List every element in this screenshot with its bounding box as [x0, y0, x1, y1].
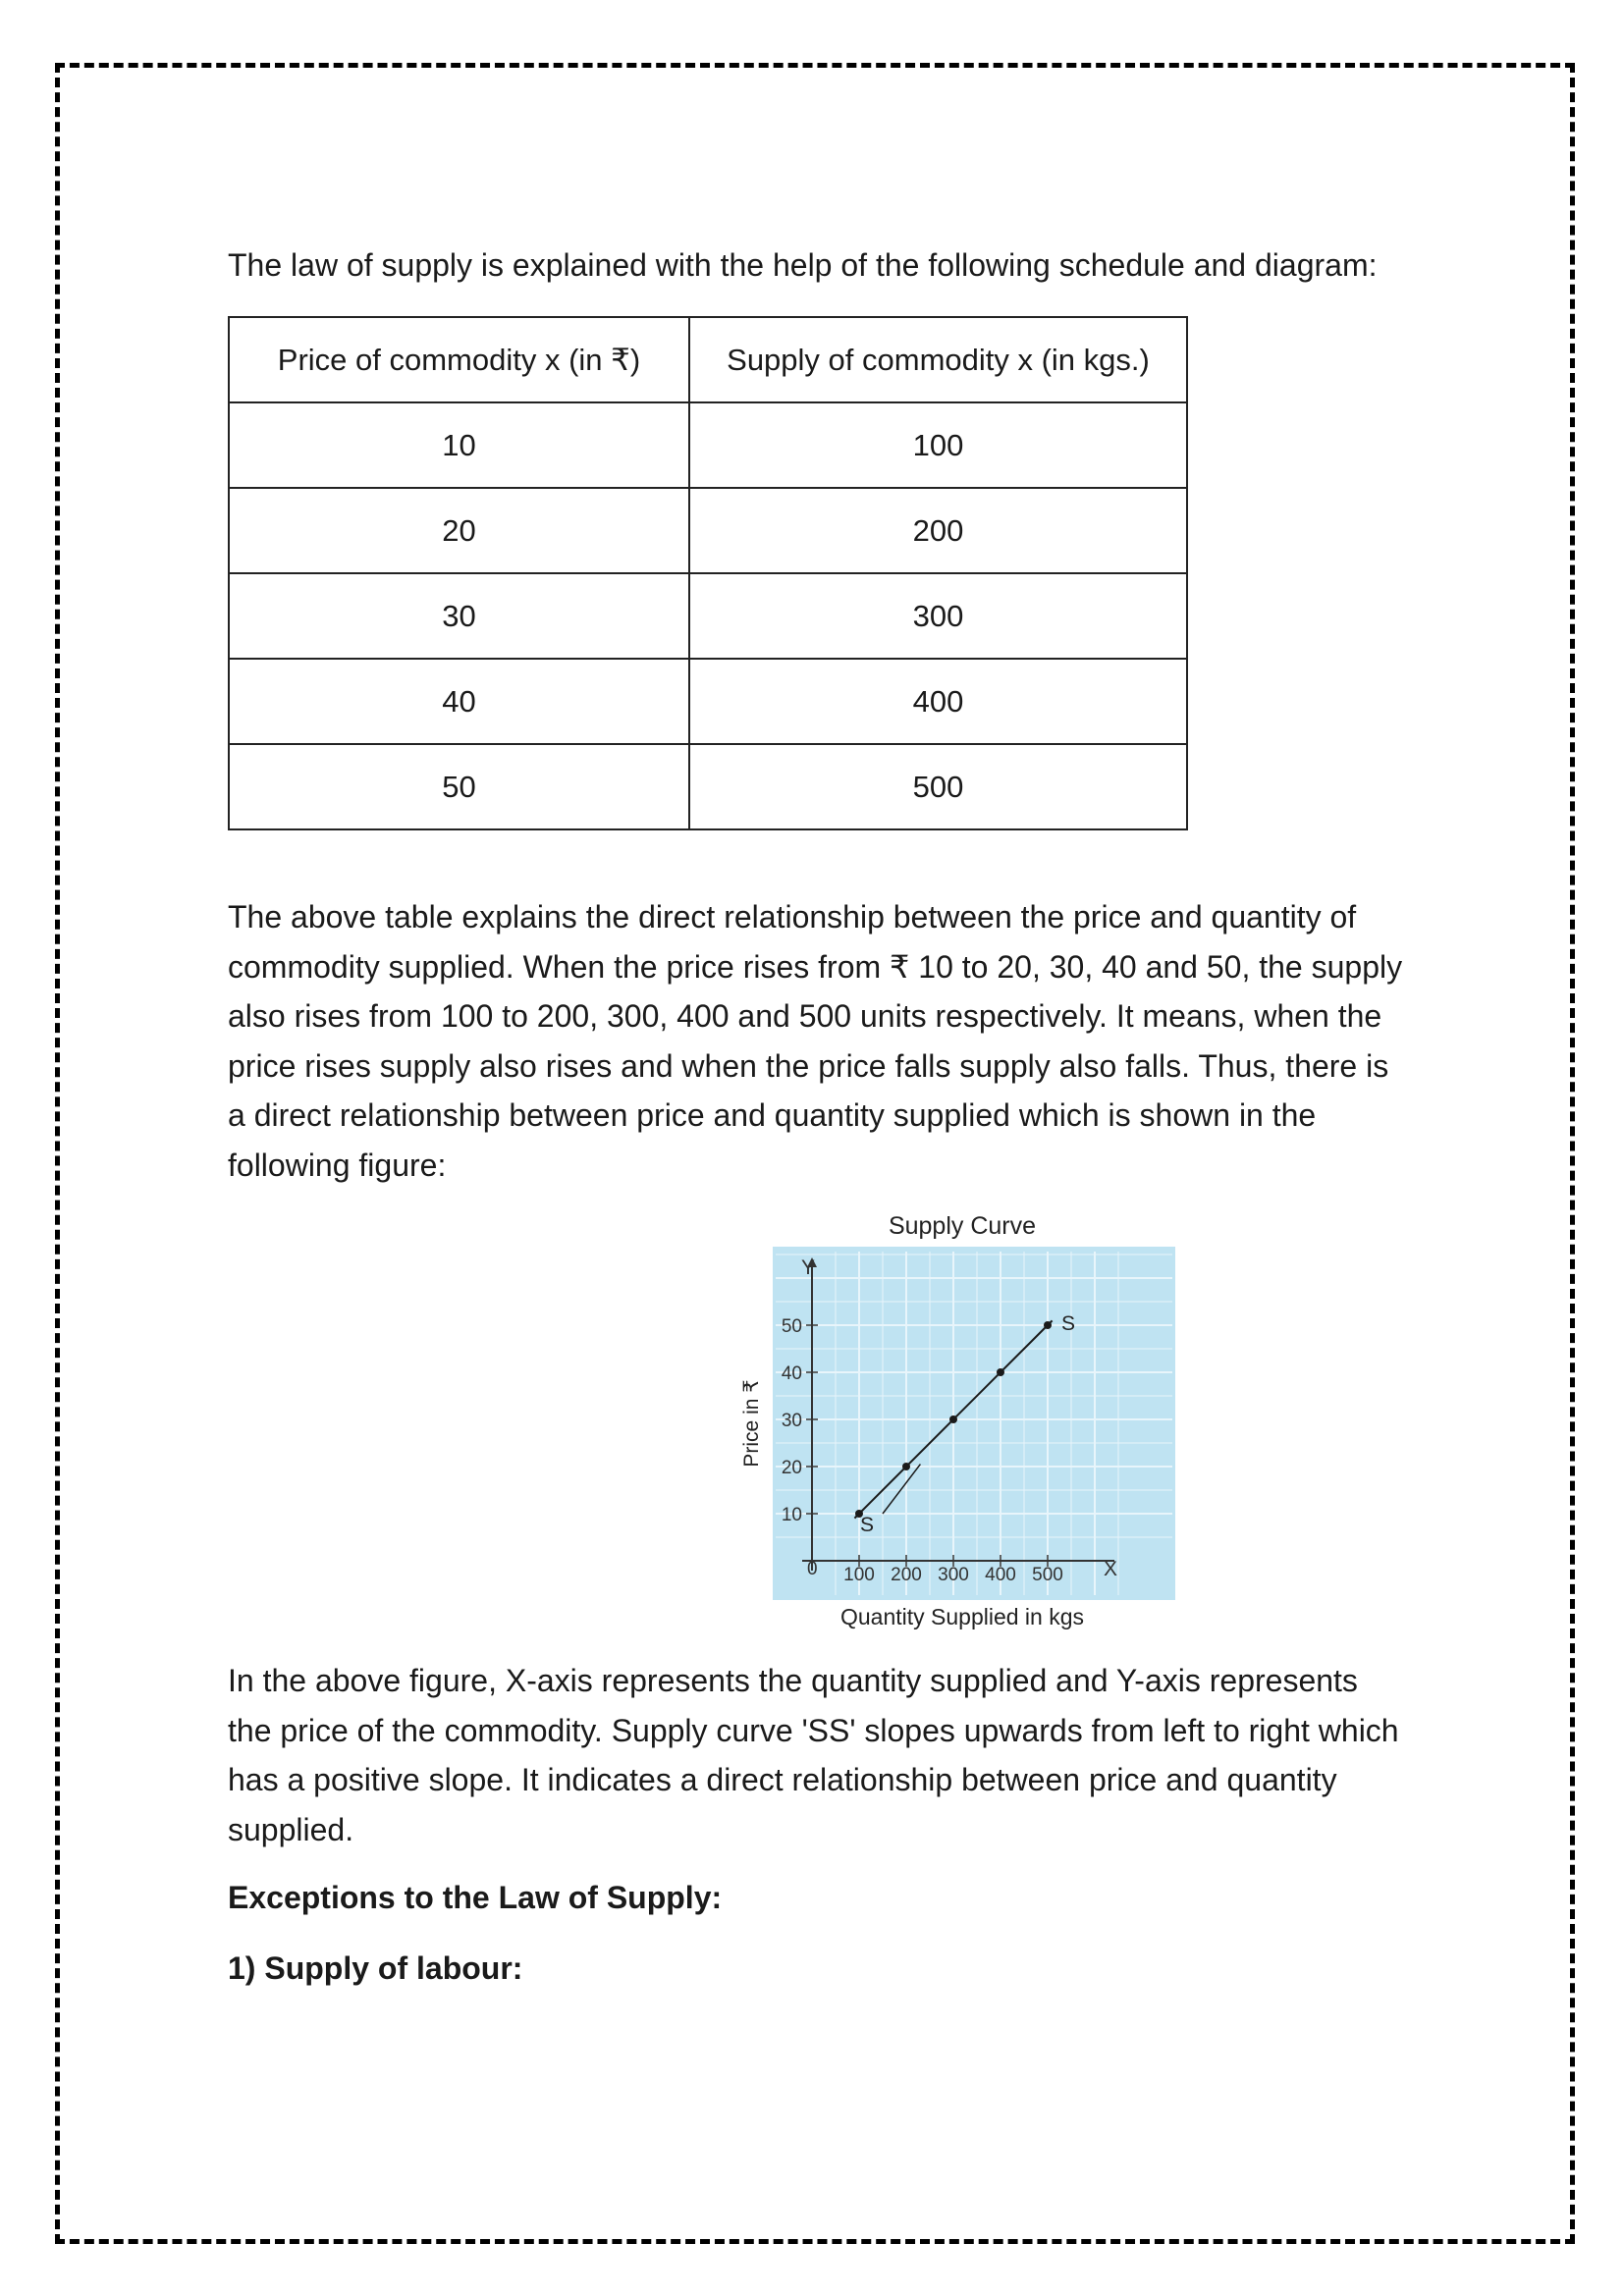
supply-curve-figure: [719, 1202, 1190, 1634]
x-tick-label: 300: [938, 1565, 969, 1585]
chart-background: [773, 1247, 1175, 1600]
table-row: [229, 573, 1187, 659]
data-point: [997, 1368, 1004, 1376]
intro-text: The law of supply is explained with the help of the following schedule and diagram:: [228, 247, 1378, 283]
origin-label: 0: [807, 1559, 818, 1579]
x-axis-label: Quantity Supplied in kgs: [839, 1604, 1085, 1629]
table-cell-price: 40: [229, 659, 689, 744]
data-point: [949, 1415, 957, 1423]
table-header-supply: Supply of commodity x (in kgs.): [689, 317, 1187, 402]
table-cell-supply: 200: [689, 488, 1187, 573]
x-axis-letter: X: [1104, 1558, 1118, 1580]
y-tick-label: 10: [781, 1505, 802, 1525]
table-header-row: [229, 317, 1187, 402]
supply-of-labour-heading: 1) Supply of labour:: [228, 1950, 523, 1986]
y-tick-label: 30: [781, 1411, 802, 1431]
curve-label-bottom: S: [860, 1514, 875, 1536]
y-tick-label: 20: [781, 1458, 802, 1478]
exceptions-heading: Exceptions to the Law of Supply:: [228, 1880, 723, 1915]
table-row: [229, 488, 1187, 573]
figure-explanation-paragraph: In the above figure, X-axis represents the quantity supplied and Y-axis represents the price of the commodity. Supply curve 'SS' slopes upwards from left to right which has a positive slope. It indicates a direct relationship between price and quantity supplied.: [228, 1663, 1399, 1847]
supply-curve-chart: [719, 1202, 1190, 1634]
table-cell-supply: 100: [689, 402, 1187, 488]
supply-schedule-table: [228, 316, 1188, 830]
table-cell-supply: 300: [689, 573, 1187, 659]
table-row: [229, 744, 1187, 829]
table-cell-price: 50: [229, 744, 689, 829]
table-cell-price: 20: [229, 488, 689, 573]
curve-label-top: S: [1061, 1312, 1076, 1335]
data-point: [1044, 1321, 1052, 1329]
table-cell-price: 10: [229, 402, 689, 488]
table-row: [229, 402, 1187, 488]
table-cell-supply: 500: [689, 744, 1187, 829]
y-tick-label: 50: [781, 1316, 802, 1337]
y-tick-label: 40: [781, 1363, 802, 1384]
table-header-price: Price of commodity x (in ₹): [229, 317, 689, 402]
x-tick-label: 100: [843, 1565, 875, 1585]
table-cell-price: 30: [229, 573, 689, 659]
table-cell-supply: 400: [689, 659, 1187, 744]
chart-title: Supply Curve: [888, 1212, 1037, 1240]
x-tick-label: 200: [891, 1565, 922, 1585]
table-row: [229, 659, 1187, 744]
explanation-paragraph: The above table explains the direct relationship between the price and quantity of commodity supplied. When the price rises from ₹ 10 to 20, 30, 40 and 50, the supply also rises from 100 to 200, 300, 400 and 500 units respectively. It means, when the price rises supply also rises and when the price falls supply also falls. Thus, there is a direct relationship between price and quantity supplied which is shown in the following figure:: [228, 899, 1403, 1183]
y-axis-label: Price in ₹: [740, 1379, 763, 1468]
y-axis-letter: Y: [801, 1256, 816, 1279]
x-tick-label: 400: [985, 1565, 1016, 1585]
data-point: [902, 1463, 910, 1470]
x-tick-label: 500: [1032, 1565, 1063, 1585]
